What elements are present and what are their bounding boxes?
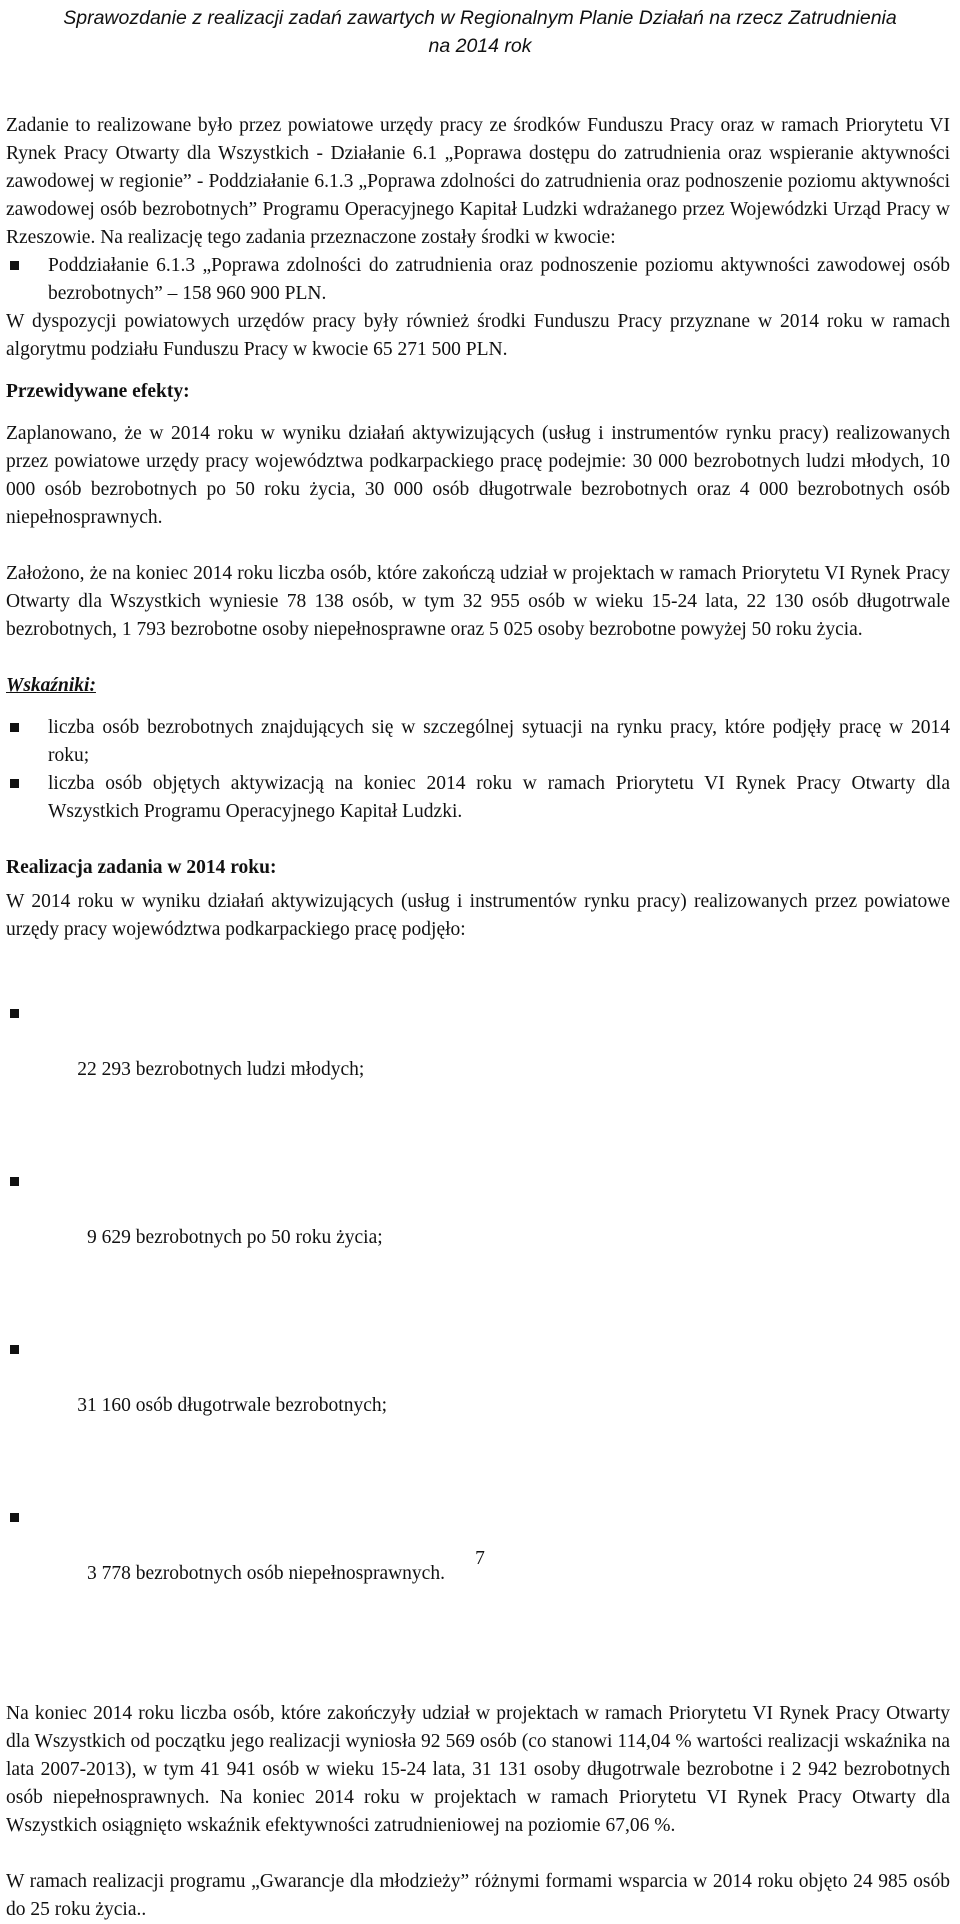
realization-item-text: 31 160 osób długotrwale bezrobotnych; [77,1395,388,1416]
realization-heading: Realizacja zadania w 2014 roku: [6,857,277,878]
indicator-text: liczba osób bezrobotnych znajdujących się w szczególnej sytuacji na rynku pracy, które podjęły pracę w 2014 roku; [48,717,950,766]
effects-paragraph-2: Założono, że na koniec 2014 roku liczba osób, które zakończą udział w projektach w ramach Priorytetu VI Rynek Pracy Otwarty dla Wszystkich wyniesie 78 138 osób, w tym 32 955 osób w wieku 15-24 lata, 22 130 osób długotrwale bezrobotnych, 1 793 bezrobotne osoby niepełnosprawne oraz 5 025 osoby bezrobotne powyżej 50 roku życia. [6,563,950,640]
page-header [0,0,960,60]
page-number: 7 [475,1548,485,1569]
list-item [6,770,950,826]
funds-paragraph: W dyspozycji powiatowych urzędów pracy były również środki Funduszu Pracy przyznane w 2014 roku w ramach algorytmu podziału Funduszu Pracy w kwocie 65 271 500 PLN. [6,311,950,360]
square-bullet-icon [10,1345,19,1354]
realization-item-text: 3 778 bezrobotnych osób niepełnosprawnych. [77,1563,445,1584]
square-bullet-icon [10,261,19,270]
square-bullet-icon [10,1177,19,1186]
list-item [6,1168,950,1280]
funding-item-text: Poddziałanie 6.1.3 „Poprawa zdolności do zatrudnienia oraz podnoszenie poziomu aktywności zawodowej osób bezrobotnych” – 158 960 900 PLN. [48,255,950,304]
indicator-text: liczba osób objętych aktywizacją na koniec 2014 roku w ramach Priorytetu VI Rynek Pracy Otwarty dla Wszystkich Programu Operacyjnego Kapitał Ludzki. [48,773,950,822]
realization-paragraph-1: W 2014 roku w wyniku działań aktywizujących (usług i instrumentów rynku pracy) realizowanych przez powiatowe urzędy pracy województwa podkarpackiego pracę podjęło: [6,891,950,940]
square-bullet-icon [10,1009,19,1018]
list-item [6,1336,950,1448]
list-item [6,1000,950,1112]
square-bullet-icon [10,779,19,788]
indicators-list [6,714,950,826]
intro-paragraph: Zadanie to realizowane było przez powiatowe urzędy pracy ze środków Funduszu Pracy oraz w ramach Priorytetu VI Rynek Pracy Otwarty dla Wszystkich - Działanie 6.1 „Poprawa dostępu do zatrudnienia oraz wspieranie aktywności zawodowej w regionie” - Poddziałanie 6.1.3 „Poprawa zdolności do zatrudnienia oraz podnoszenie poziomu aktywności zawodowej osób bezrobotnych” Programu Operacyjnego Kapitał Ludzki wdrażanego przez Wojewódzki Urząd Pracy w Rzeszowie. Na realizację tego zadania przeznaczone zostały środki w kwocie: [6,115,950,248]
square-bullet-icon [10,723,19,732]
square-bullet-icon [10,1513,19,1522]
list-item [6,714,950,770]
header-title-line-2: na 2014 rok [428,35,532,57]
indicators-heading: Wskaźniki: [6,675,96,696]
realization-paragraph-2: Na koniec 2014 roku liczba osób, które zakończyły udział w projektach w ramach Priorytetu VI Rynek Pracy Otwarty dla Wszystkich od początku jego realizacji wyniosła 92 569 osób (co stanowi 114,04 % wartości realizacji wskaźnika na lata 2007-2013), w tym 41 941 osób w wieku 15-24 lata, 31 131 osoby długotrwale bezrobotne i 2 942 bezrobotnych osób niepełnosprawnych. Na koniec 2014 roku w projektach w ramach Priorytetu VI Rynek Pracy Otwarty dla Wszystkich osiągnięto wskaźnik efektywności zatrudnieniowej na poziomie 67,06 %. [6,1703,950,1836]
funding-list [6,252,950,308]
list-item [6,252,950,308]
realization-item-text: 9 629 bezrobotnych po 50 roku życia; [77,1227,383,1248]
realization-paragraph-3: W ramach realizacji programu „Gwarancje dla młodzieży” różnymi formami wsparcia w 2014 roku objęto 24 985 osób do 25 roku życia.. [6,1871,950,1920]
effects-heading: Przewidywane efekty: [6,381,190,402]
document-body [6,112,950,1924]
header-title-line-1: Sprawozdanie z realizacji zadań zawartych w Regionalnym Planie Działań na rzecz Zatrudnienia [63,7,897,29]
effects-paragraph-1: Zaplanowano, że w 2014 roku w wyniku działań aktywizujących (usług i instrumentów rynku pracy) realizowanych przez powiatowe urzędy pracy województwa podkarpackiego pracę podejmie: 30 000 bezrobotnych ludzi młodych, 10 000 osób bezrobotnych po 50 roku życia, 30 000 osób długotrwale bezrobotnych oraz 4 000 bezrobotnych osób niepełnosprawnych. [6,423,950,528]
realization-item-text: 22 293 bezrobotnych ludzi młodych; [77,1059,365,1080]
